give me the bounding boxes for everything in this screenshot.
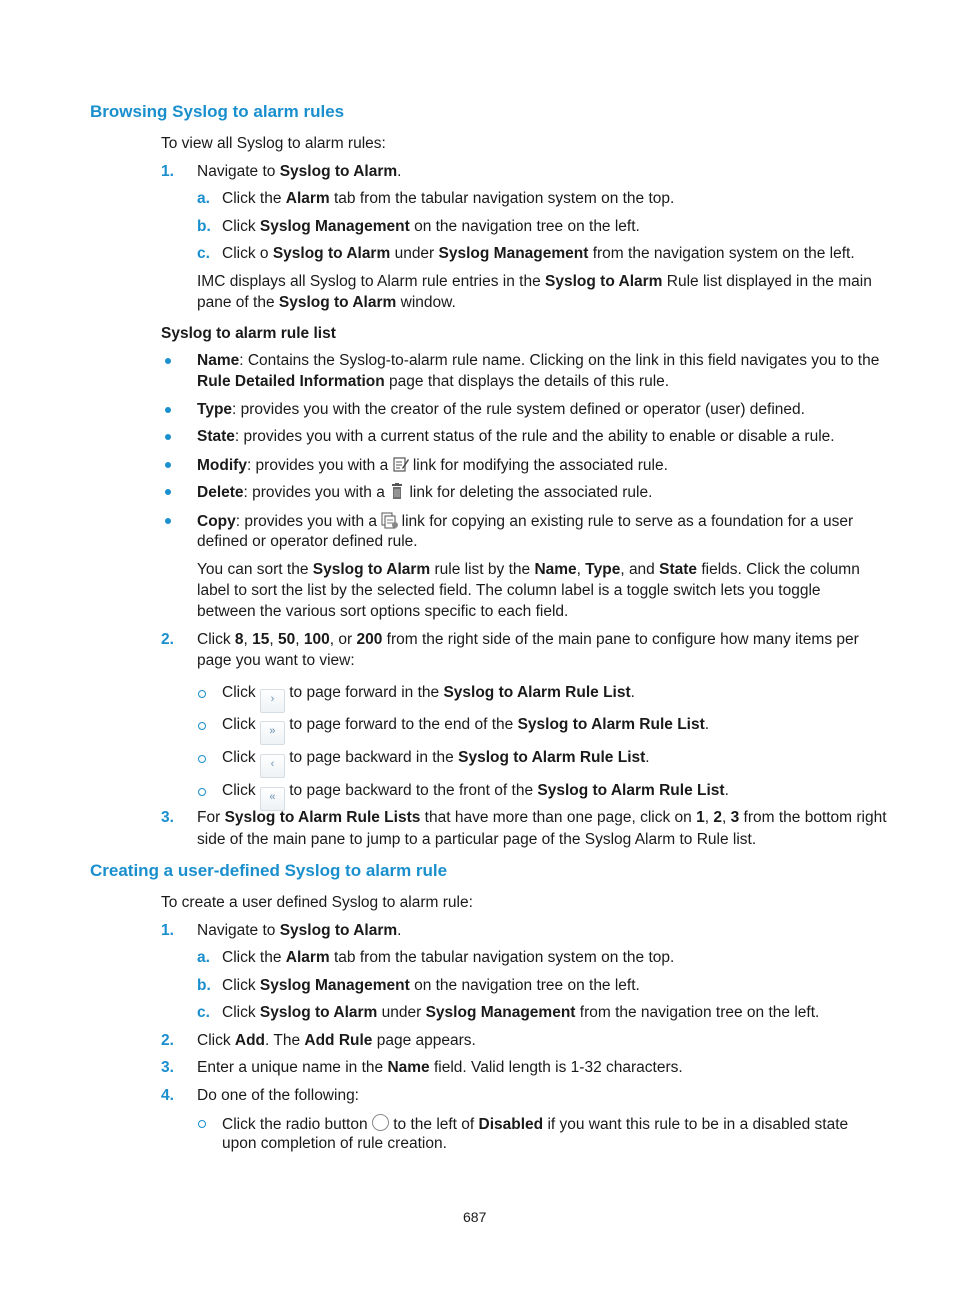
substep-b-text: Click Syslog Management on the navigation tree on the left.: [222, 218, 640, 235]
bullet-dot: [165, 358, 171, 364]
step-2-text-2: page you want to view:: [197, 652, 355, 669]
sub-bullet-ring: [198, 1120, 206, 1128]
intro-text: To view all Syslog to alarm rules:: [161, 135, 386, 152]
list-title: Syslog to alarm rule list: [161, 325, 336, 342]
bullet-name: Name: Contains the Syslog-to-alarm rule name. Clicking on the link in this field navigates you to the: [197, 352, 880, 369]
trash-icon: [389, 483, 405, 500]
section-heading-creating: Creating a user-defined Syslog to alarm rule: [90, 861, 448, 880]
copy-icon: [381, 512, 397, 529]
sub-bullet-ring: [198, 690, 206, 698]
bullet-delete: Delete: provides you with a link for deleting the associated rule.: [197, 484, 653, 501]
intro-text: To create a user defined Syslog to alarm rule:: [161, 894, 473, 911]
substep-letter: a.: [197, 190, 210, 207]
step-2-text: Click 8, 15, 50, 100, or 200 from the right side of the main pane to configure how many items per: [197, 631, 859, 648]
substep-c-text: Click o Syslog to Alarm under Syslog Management from the navigation system on the left.: [222, 245, 855, 262]
sub-bullet-ring: [198, 722, 206, 730]
section-heading-browsing: Browsing Syslog to alarm rules: [90, 102, 345, 121]
bullet-modify: Modify: provides you with a link for modifying the associated rule.: [197, 457, 668, 474]
step-number: 2.: [161, 1032, 174, 1049]
page-last-icon: »: [260, 721, 285, 745]
substep-b-text: Click Syslog Management on the navigation tree on the left.: [222, 977, 640, 994]
substep-letter: b.: [197, 218, 211, 235]
step-number: 1.: [161, 922, 174, 939]
step-number: 3.: [161, 1059, 174, 1076]
bullet-state: State: provides you with a current status of the rule and the ability to enable or disable a rule.: [197, 428, 835, 445]
page-back-icon: ‹: [260, 754, 285, 778]
substep-letter: c.: [197, 1004, 210, 1021]
substep-c-text: Click Syslog to Alarm under Syslog Management from the navigation tree on the left.: [222, 1004, 820, 1021]
page-number: 687: [463, 1209, 487, 1225]
page-first-icon: «: [260, 787, 285, 811]
step-number: 1.: [161, 163, 174, 180]
bullet-dot: [165, 462, 171, 468]
sort-text: You can sort the Syslog to Alarm rule list by the Name, Type, and State fields. Click the column: [197, 561, 860, 578]
sub-bullet-ring: [198, 788, 206, 796]
bullet-name-2: Rule Detailed Information page that displays the details of this rule.: [197, 373, 670, 390]
bullet-dot: [165, 489, 171, 495]
imc-display-text-2: pane of the Syslog to Alarm window.: [197, 294, 456, 311]
step-1-text: Navigate to Syslog to Alarm.: [197, 163, 402, 180]
imc-display-text: IMC displays all Syslog to Alarm rule entries in the Syslog to Alarm Rule list displayed in the main: [197, 273, 872, 290]
step-3-text: Enter a unique name in the Name field. Valid length is 1-32 characters.: [197, 1059, 683, 1076]
step-number: 2.: [161, 631, 174, 648]
step-number: 3.: [161, 809, 174, 826]
page-forward-icon: ›: [260, 689, 285, 713]
radio-item-text-2: upon completion of rule creation.: [222, 1135, 447, 1152]
step-3-text: For Syslog to Alarm Rule Lists that have more than one page, click on 1, 2, 3 from the bottom right: [197, 809, 887, 826]
bullet-dot: [165, 407, 171, 413]
step-1-text: Navigate to Syslog to Alarm.: [197, 922, 402, 939]
sort-text-3: between the various sort options specific to each field.: [197, 603, 569, 620]
radio-item-text: Click the radio button to the left of Disabled if you want this rule to be in a disabled state: [222, 1116, 849, 1133]
sort-text-2: label to sort the list by the selected field. The column label is a toggle switch lets you toggle: [197, 582, 821, 599]
step-4-text: Do one of the following:: [197, 1087, 359, 1104]
substep-letter: b.: [197, 977, 211, 994]
bullet-copy: Copy: provides you with a link for copying an existing rule to serve as a foundation for a user: [197, 513, 854, 530]
nav-first-item: Click « to page backward to the front of the Syslog to Alarm Rule List.: [222, 782, 729, 811]
substep-letter: c.: [197, 245, 210, 262]
step-3-text-2: side of the main pane to jump to a particular page of the Syslog Alarm to Rule list.: [197, 831, 757, 848]
nav-last-item: Click » to page forward to the end of the Syslog to Alarm Rule List.: [222, 716, 709, 745]
bullet-dot: [165, 518, 171, 524]
bullet-copy-2: defined or operator defined rule.: [197, 533, 418, 550]
modify-icon: [393, 456, 409, 473]
radio-button-icon: [372, 1114, 389, 1131]
substep-a-text: Click the Alarm tab from the tabular navigation system on the top.: [222, 190, 675, 207]
nav-back-item: Click ‹ to page backward in the Syslog to Alarm Rule List.: [222, 749, 650, 778]
bullet-dot: [165, 434, 171, 440]
step-2-text: Click Add. The Add Rule page appears.: [197, 1032, 476, 1049]
step-number: 4.: [161, 1087, 174, 1104]
substep-a-text: Click the Alarm tab from the tabular navigation system on the top.: [222, 949, 675, 966]
sub-bullet-ring: [198, 755, 206, 763]
substep-letter: a.: [197, 949, 210, 966]
bullet-type: Type: provides you with the creator of the rule system defined or operator (user) defined.: [197, 401, 805, 418]
nav-forward-item: Click › to page forward in the Syslog to Alarm Rule List.: [222, 684, 635, 713]
